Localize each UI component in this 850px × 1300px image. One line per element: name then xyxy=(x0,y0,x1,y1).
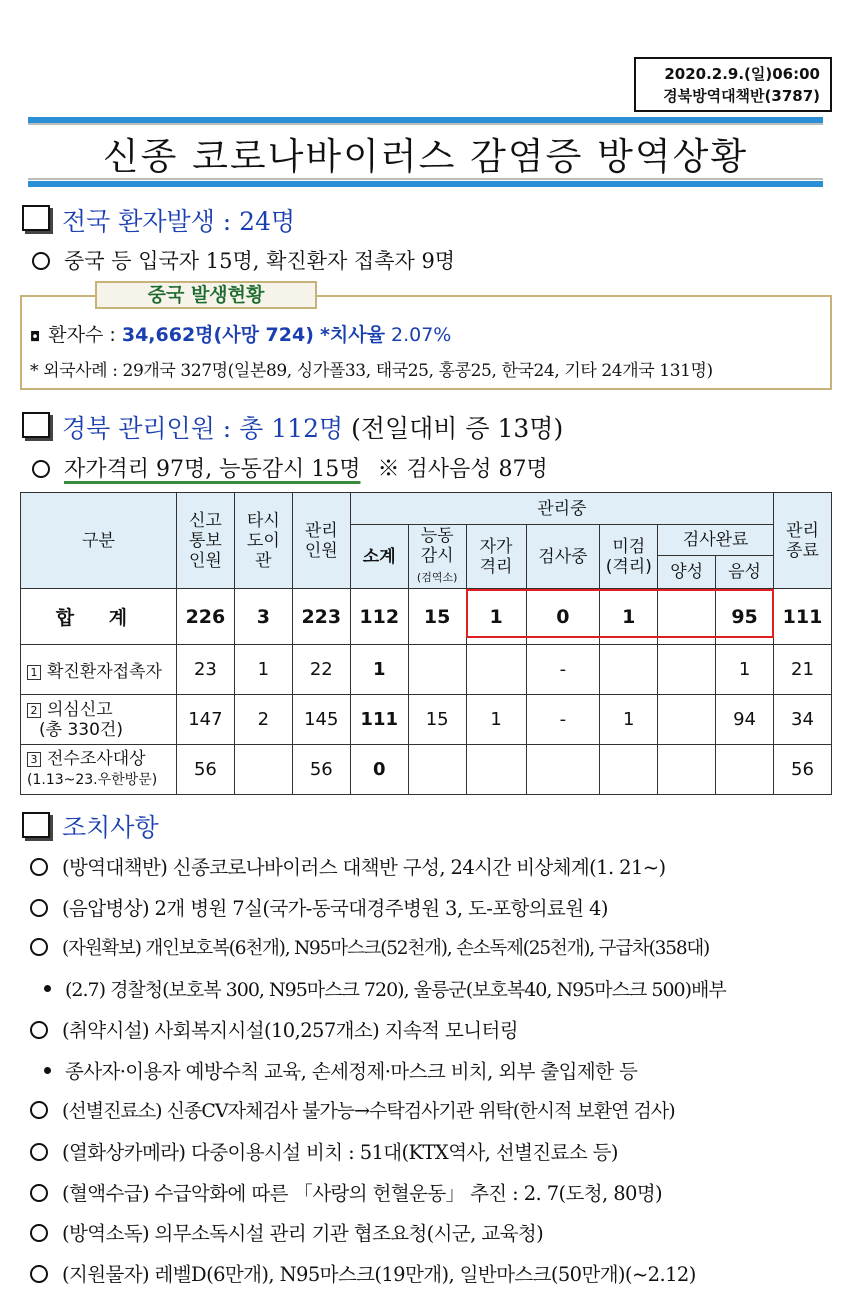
fatality-label: *치사율 xyxy=(319,324,385,346)
section-checkbox-icon xyxy=(22,205,50,231)
header-ended-text: 관리종료 xyxy=(786,520,819,561)
measure-subitem xyxy=(44,1056,637,1084)
measure-text: (음압병상) 2개 병원 7실(국가-동국대경주병원 3, 도-포항의료원 4) xyxy=(62,897,608,920)
header-category: 구분 xyxy=(21,493,177,589)
cell-negative: 1 xyxy=(716,645,774,695)
cell-ended: 34 xyxy=(773,695,831,745)
cell-self: 1 xyxy=(466,695,526,745)
measure-item xyxy=(30,934,709,960)
cell-self xyxy=(466,745,526,795)
measure-item xyxy=(30,1178,662,1206)
cell-subtotal: 1 xyxy=(350,645,408,695)
cell-subtotal: 111 xyxy=(350,695,408,745)
total-positive xyxy=(658,589,716,645)
header-ended xyxy=(773,493,831,589)
total-negative: 95 xyxy=(716,589,774,645)
china-box-title: 중국 발생현황 xyxy=(95,281,317,309)
measure-item xyxy=(30,1218,543,1246)
header-active xyxy=(408,525,466,589)
cell-testing: - xyxy=(526,645,600,695)
gyeongbuk-detail-line xyxy=(32,452,548,483)
header-under-management: 관리중 xyxy=(350,493,773,525)
cell-report: 56 xyxy=(176,745,234,795)
measure-item xyxy=(30,893,608,921)
patients-value: 34,662명(사망 724) xyxy=(121,324,314,346)
header-negative: 음성 xyxy=(716,556,774,589)
total-managed: 223 xyxy=(292,589,350,645)
title-top-rule xyxy=(28,123,823,125)
row-label xyxy=(21,745,177,795)
gyeongbuk-detail-sub: ※ 검사음성 87명 xyxy=(377,457,548,482)
cell-active: 15 xyxy=(408,695,466,745)
section-checkbox-icon xyxy=(22,812,50,838)
cell-transfer: 1 xyxy=(234,645,292,695)
header-managed-text: 관리인원 xyxy=(304,520,338,561)
report-org: 경북방역대책반(3787) xyxy=(663,87,820,105)
cell-ended: 56 xyxy=(773,745,831,795)
cell-untested: 1 xyxy=(600,695,658,745)
row-label-text: 의심신고 xyxy=(47,699,113,720)
gyeongbuk-heading-sub: (전일대비 증 13명) xyxy=(351,414,564,443)
measure-text: (방역대책반) 신종코로나바이러스 대책반 구성, 24시간 비상체계(1. 21~) xyxy=(62,856,666,879)
table-row xyxy=(21,695,832,745)
cell-managed: 145 xyxy=(292,695,350,745)
header-report xyxy=(176,493,234,589)
header-self xyxy=(466,525,526,589)
cell-transfer: 2 xyxy=(234,695,292,745)
gyeongbuk-heading-line xyxy=(62,409,563,445)
cell-positive xyxy=(658,745,716,795)
cell-untested xyxy=(600,645,658,695)
measure-item xyxy=(30,1259,696,1287)
measure-item xyxy=(30,1137,618,1165)
total-report: 226 xyxy=(176,589,234,645)
measure-text: (자원확보) 개인보호복(6천개), N95마스크(52천개), 손소독제(25천개), 구급차(358대) xyxy=(62,938,710,959)
header-report-text: 신고통보인원 xyxy=(188,510,222,571)
cell-negative xyxy=(716,745,774,795)
gyeongbuk-heading: 경북 관리인원 : 총 112명 xyxy=(62,414,344,443)
table-row xyxy=(21,745,832,795)
header-positive: 양성 xyxy=(658,556,716,589)
measures-heading: 조치사항 xyxy=(62,813,159,842)
cell-testing: - xyxy=(526,695,600,745)
fatality-value: 2.07% xyxy=(390,324,452,346)
circle-bullet-icon xyxy=(30,899,48,917)
measure-item xyxy=(30,1015,518,1043)
cell-subtotal: 0 xyxy=(350,745,408,795)
measure-text: (선별진료소) 신종CV자체검사 불가능→수탁검사기관 위탁(한시적 보환연 검사) xyxy=(62,1100,675,1122)
header-transfer xyxy=(234,493,292,589)
total-ended: 111 xyxy=(773,589,831,645)
row-label xyxy=(21,695,177,745)
measure-text: (지원물자) 레벨D(6만개), N95마스크(19만개), 일반마스크(50만개)(~2.12) xyxy=(62,1263,696,1286)
patients-label: 환자수 : xyxy=(48,324,116,346)
measure-subitem xyxy=(44,975,726,1002)
cell-active xyxy=(408,745,466,795)
circle-bullet-icon xyxy=(30,1224,48,1242)
national-detail: 중국 등 입국자 15명, 확진환자 접촉자 9명 xyxy=(64,249,456,273)
gyeongbuk-detail-main: 자가격리 97명, 능동감시 15명 xyxy=(64,457,361,482)
header-untested-text: 미검(격리) xyxy=(605,536,652,577)
dot-bullet-icon xyxy=(44,985,51,992)
row-label-sub: (총 330건) xyxy=(39,719,123,740)
circle-bullet-icon xyxy=(30,1184,48,1202)
cell-managed: 56 xyxy=(292,745,350,795)
cell-ended: 21 xyxy=(773,645,831,695)
total-transfer: 3 xyxy=(234,589,292,645)
measure-text: (방역소독) 의무소독시설 관리 기관 협조요청(시군, 교육청) xyxy=(62,1222,544,1245)
cell-negative: 94 xyxy=(716,695,774,745)
national-detail-line xyxy=(32,245,455,275)
cell-testing xyxy=(526,745,600,795)
measure-text: (혈액수급) 수급악화에 따른 「사랑의 헌혈운동」 추진 : 2. 7(도청, 80명) xyxy=(62,1182,663,1205)
date-box xyxy=(634,57,832,112)
circle-bullet-icon xyxy=(30,858,48,876)
header-transfer-text: 타시도이관 xyxy=(246,510,280,571)
row-number-box: 3 xyxy=(27,752,41,767)
title-bottom-bar xyxy=(28,181,823,187)
header-managed xyxy=(292,493,350,589)
measure-text: (열화상카메라) 다중이용시설 비치 : 51대(KTX역사, 선별진료소 등) xyxy=(62,1141,618,1164)
cell-report: 23 xyxy=(176,645,234,695)
measure-text: (2.7) 경찰청(보호복 300, N95마스크 720), 울릉군(보호복40, N95마스크 500)배부 xyxy=(65,979,726,1001)
header-subtotal: 소계 xyxy=(350,525,408,589)
total-label: 합 계 xyxy=(21,589,177,645)
title-bottom-rule xyxy=(28,178,823,180)
cell-transfer xyxy=(234,745,292,795)
report-date: 2020.2.9.(일)06:00 xyxy=(664,65,820,83)
measure-text: 종사자·이용자 예방수칙 교육, 손세정제·마스크 비치, 외부 출입제한 등 xyxy=(65,1060,638,1083)
cell-positive xyxy=(658,695,716,745)
circle-bullet-icon xyxy=(30,1265,48,1283)
china-foreign-cases: * 외국사례 : 29개국 327명(일본89, 싱가폴33, 태국25, 홍콩25, 한국24, 기타 24개국 131명) xyxy=(30,361,713,381)
header-done: 검사완료 xyxy=(658,525,774,556)
total-untested: 1 xyxy=(600,589,658,645)
circle-bullet-icon xyxy=(32,460,50,478)
circle-bullet-icon xyxy=(30,1021,48,1039)
header-active-text: 능동감시 xyxy=(420,525,454,566)
measure-item xyxy=(30,852,666,880)
total-self: 1 xyxy=(466,589,526,645)
header-untested xyxy=(600,525,658,589)
cell-report: 147 xyxy=(176,695,234,745)
row-number-box: 1 xyxy=(27,665,41,680)
dot-bullet-icon xyxy=(44,1067,51,1074)
total-subtotal: 112 xyxy=(350,589,408,645)
china-patients-line xyxy=(30,320,451,347)
cell-managed: 22 xyxy=(292,645,350,695)
page-title: 신종 코로나바이러스 감염증 방역상황 xyxy=(102,135,749,178)
half-circle-bullet-icon: ◘ xyxy=(30,330,41,345)
cell-self xyxy=(466,645,526,695)
national-heading: 전국 환자발생 : 24명 xyxy=(62,207,296,236)
cell-untested xyxy=(600,745,658,795)
header-self-text: 자가격리 xyxy=(479,536,513,577)
total-active: 15 xyxy=(408,589,466,645)
section-checkbox-icon xyxy=(22,412,50,438)
row-label-text: 확진환자접촉자 xyxy=(47,662,162,682)
row-number-box: 2 xyxy=(27,703,41,718)
circle-bullet-icon xyxy=(30,938,48,956)
cell-positive xyxy=(658,645,716,695)
circle-bullet-icon xyxy=(32,252,50,270)
header-testing: 검사중 xyxy=(526,525,600,589)
row-label-sub: (1.13~23.우한방문) xyxy=(27,772,158,788)
row-label xyxy=(21,645,177,695)
circle-bullet-icon xyxy=(30,1101,48,1119)
management-status-table xyxy=(20,492,832,795)
row-label-text: 전수조사대상 xyxy=(47,749,146,769)
total-testing: 0 xyxy=(526,589,600,645)
table-row xyxy=(21,645,832,695)
table-total-row xyxy=(21,589,832,645)
header-active-sub: (검역소) xyxy=(416,570,458,584)
measure-item xyxy=(30,1096,675,1123)
measure-text: (취약시설) 사회복지시설(10,257개소) 지속적 모니터링 xyxy=(62,1019,518,1042)
cell-active xyxy=(408,645,466,695)
circle-bullet-icon xyxy=(30,1143,48,1161)
